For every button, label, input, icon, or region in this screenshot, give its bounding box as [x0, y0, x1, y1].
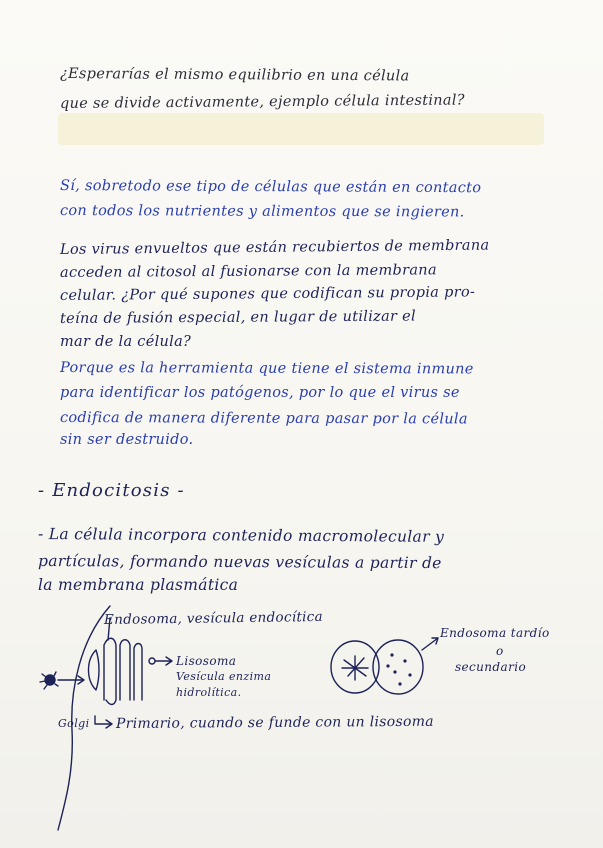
endocytic-vesicle [45, 675, 55, 685]
endosome-label: Endosoma, vesícula endocítica [103, 608, 324, 628]
answer2-line2: para identificar los patógenos, por lo que el virus se [60, 385, 460, 401]
lysosome-dot [149, 658, 155, 664]
lysosome-desc-1: Vesícula enzima [176, 670, 272, 683]
golgi-arrow [95, 716, 112, 728]
question2-line3: celular. ¿Por qué supones que codifican su propia pro- [59, 284, 476, 304]
membrane-arrow [58, 676, 84, 684]
golgi-outer [89, 650, 100, 690]
answer2-line4: sin ser destruido. [60, 432, 194, 448]
late-endosome-dots [386, 653, 411, 685]
lysosome-label: Lisosoma [176, 654, 237, 668]
question1-line2: que se divide activamente, ejemplo célula intestinal? [59, 92, 465, 112]
late-endosome-secondary: secundario [455, 660, 527, 674]
section-heading: - Endocitosis - [38, 480, 185, 501]
definition-line3: la membrana plasmática [38, 576, 239, 594]
late-endosome-content [342, 656, 368, 680]
answer2-line1: Porque es la herramienta que tiene el sistema inmune [59, 360, 474, 378]
question1-line1: ¿Esperarías el mismo equilibrio en una célula [59, 66, 410, 85]
answer2-line3: codifica de manera diferente para pasar por la célula [59, 410, 468, 428]
definition-line1: - La célula incorpora contenido macromolecular y [37, 525, 445, 546]
late-endosome-label: Endosoma tardío [440, 626, 550, 640]
late-endosome-arrow [422, 638, 438, 650]
question2-line2: acceden al citosol al fusionarse con la membrana [59, 262, 437, 281]
answer1-line1: Sí, sobretodo ese tipo de células que están en contacto [59, 178, 482, 197]
lysosome-arrow [155, 657, 172, 665]
question2-line5: mar de la célula? [60, 334, 192, 350]
question2-line1: Los virus envueltos que están recubiertos de membrana [59, 237, 490, 258]
definition-line2: partículas, formando nuevas vesículas a partir de [37, 552, 442, 573]
question2-line4: teína de fusión especial, en lugar de utilizar el [59, 308, 417, 327]
primary-label: Primario, cuando se funde con un lisosoma [115, 713, 434, 732]
answer1-line2: con todos los nutrientes y alimentos que se ingieren. [59, 203, 465, 221]
golgi-label: Golgi [58, 717, 90, 730]
lysosome-desc-2: hidrolítica. [176, 686, 242, 699]
golgi-stack [104, 638, 142, 704]
late-endosome-o: o [496, 644, 504, 658]
late-endosome-right [373, 640, 423, 694]
